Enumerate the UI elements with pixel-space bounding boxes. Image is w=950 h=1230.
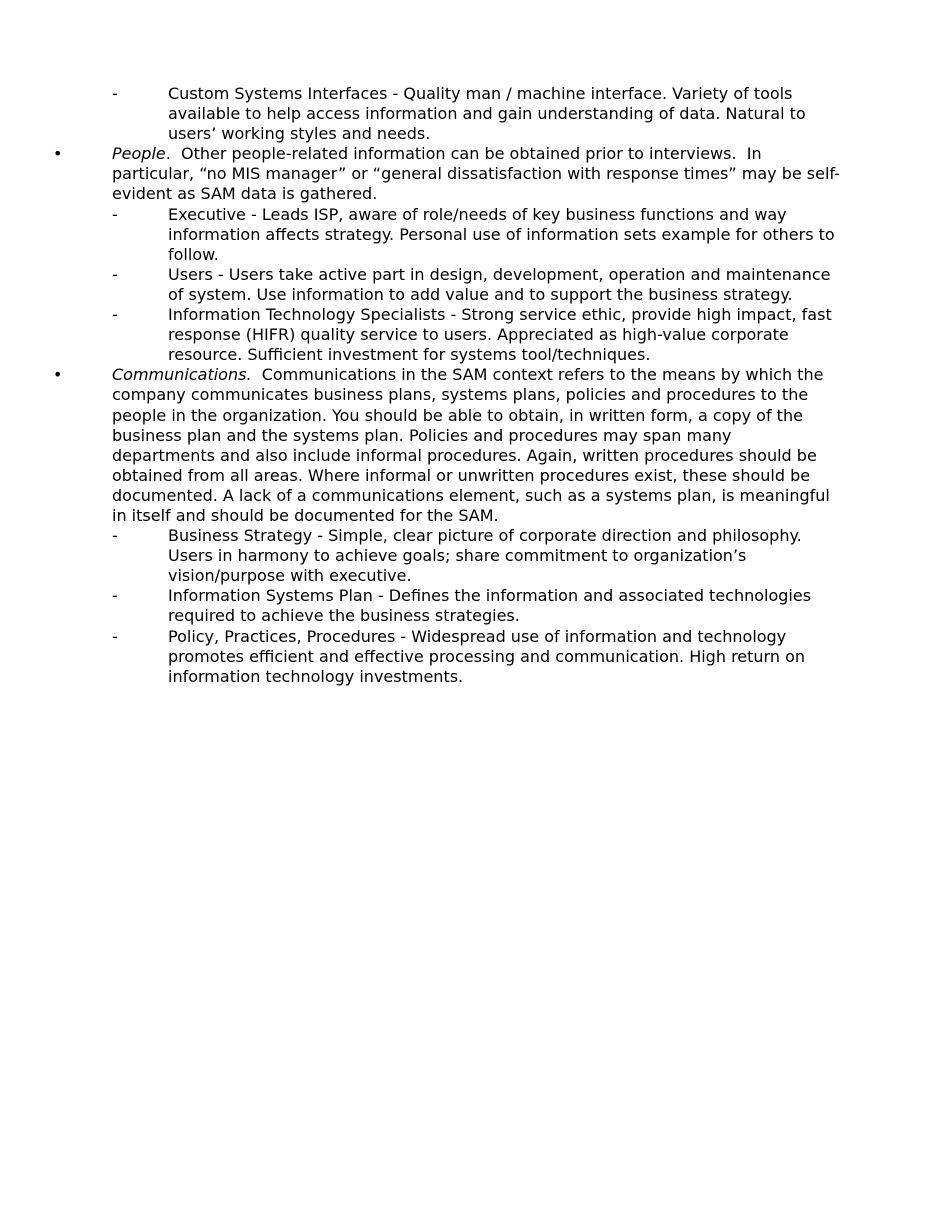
list-item-line [0, 647, 950, 667]
list-item-line [0, 506, 950, 526]
list-item-line [0, 124, 950, 144]
bullet-item-communications [0, 365, 950, 526]
list-item-line [0, 225, 950, 245]
bullet-item-people [0, 144, 950, 204]
line-text: of system. Use information to add value and to support the business strategy. [168, 284, 793, 304]
line-text: resource. Sufficient investment for systems tool/techniques. [168, 345, 651, 365]
line-text: Users in harmony to achieve goals; share commitment to organization’s [168, 546, 747, 566]
list-item-line [0, 325, 950, 345]
dash-marker: - [112, 84, 118, 103]
line-text: Business Strategy - Simple, clear picture of corporate direction and philosophy. [168, 526, 802, 546]
bullet-lead-people: People [112, 144, 166, 164]
dash-marker: - [112, 586, 118, 606]
dash-item-business-strategy [0, 526, 950, 586]
dash-item-executive [0, 205, 950, 265]
dash-item-information-systems-plan [0, 586, 950, 626]
list-item-line [0, 285, 950, 305]
line-text: Information Technology Specialists - Strong service ethic, provide high impact, fast [168, 305, 832, 325]
line-text: business plan and the systems plan. Policies and procedures may span many [112, 425, 732, 445]
dash-marker: - [112, 626, 118, 646]
line-text: Users - Users take active part in design, development, operation and maintenance [168, 264, 831, 284]
list-item-line [0, 446, 950, 466]
line-text: response (HIFR) quality service to users. Appreciated as high-value corporate [168, 325, 789, 345]
list-item-line [0, 627, 950, 647]
line-text: promotes efficient and effective processing and communication. High return on [168, 646, 805, 666]
line-text: evident as SAM data is gathered. [112, 184, 378, 204]
dash-marker: - [112, 204, 118, 224]
list-item-line [0, 205, 950, 225]
bullet-lead-communications: Communications. [112, 365, 252, 385]
list-item-line [0, 265, 950, 285]
line-text: in itself and should be documented for the SAM. [112, 505, 499, 525]
list-item-line [0, 486, 950, 506]
line-text: users’ working styles and needs. [168, 124, 431, 144]
line-text: documented. A lack of a communications element, such as a systems plan, is meaningful [112, 485, 830, 505]
list-item-line [0, 466, 950, 486]
list-item-line [0, 144, 950, 164]
list-item-line [0, 546, 950, 566]
list-item-line [0, 667, 950, 687]
dash-item-users [0, 265, 950, 305]
dash-item-custom-systems-interfaces [0, 84, 950, 144]
dash-item-it-specialists [0, 305, 950, 365]
list-item-line [0, 606, 950, 626]
dash-item-policy-practices-procedures [0, 627, 950, 687]
document-page [0, 84, 950, 687]
line-text: Communications in the SAM context refers to the means by which the [251, 365, 824, 385]
list-item-line [0, 385, 950, 405]
list-item-line [0, 245, 950, 265]
list-item-line [0, 365, 950, 385]
dash-marker: - [112, 526, 118, 546]
line-text: vision/purpose with executive. [168, 566, 412, 586]
list-item-line [0, 426, 950, 446]
bullet-marker: • [53, 144, 63, 164]
line-text: people in the organization. You should be able to obtain, in written form, a copy of the [112, 405, 803, 425]
line-text: obtained from all areas. Where informal or unwritten procedures exist, these should be [112, 465, 811, 485]
line-text: departments and also include informal procedures. Again, written procedures should be [112, 445, 817, 465]
bullet-marker: • [53, 365, 63, 385]
line-text: particular, “no MIS manager” or “general dissatisfaction with response times” may be self- [112, 164, 840, 184]
line-text: Policy, Practices, Procedures - Widespread use of information and technology [168, 626, 787, 646]
list-item-line [0, 184, 950, 204]
line-text: Executive - Leads ISP, aware of role/needs of key business functions and way [168, 204, 787, 224]
line-text: company communicates business plans, systems plans, policies and procedures to the [112, 385, 809, 405]
line-text: required to achieve the business strategies. [168, 606, 520, 626]
dash-marker: - [112, 264, 118, 284]
list-item-line [0, 586, 950, 606]
list-item-line [0, 164, 950, 184]
list-item-line [0, 526, 950, 546]
list-item-line [0, 566, 950, 586]
line-text: available to help access information and gain understanding of data. Natural to [168, 104, 806, 124]
line-text: information affects strategy. Personal use of information sets example for others to [168, 224, 835, 244]
list-item-line [0, 305, 950, 325]
line-text: . Other people-related information can be obtained prior to interviews. In [165, 144, 762, 164]
line-text: Information Systems Plan - Defines the information and associated technologies [168, 586, 812, 606]
line-text: follow. [168, 244, 219, 264]
list-item-line [0, 104, 950, 124]
list-item-line [0, 406, 950, 426]
list-item-line [0, 345, 950, 365]
dash-marker: - [112, 305, 118, 325]
line-text: information technology investments. [168, 666, 464, 686]
line-text: Custom Systems Interfaces - Quality man / machine interface. Variety of tools [168, 84, 793, 103]
list-item-line [0, 84, 950, 104]
